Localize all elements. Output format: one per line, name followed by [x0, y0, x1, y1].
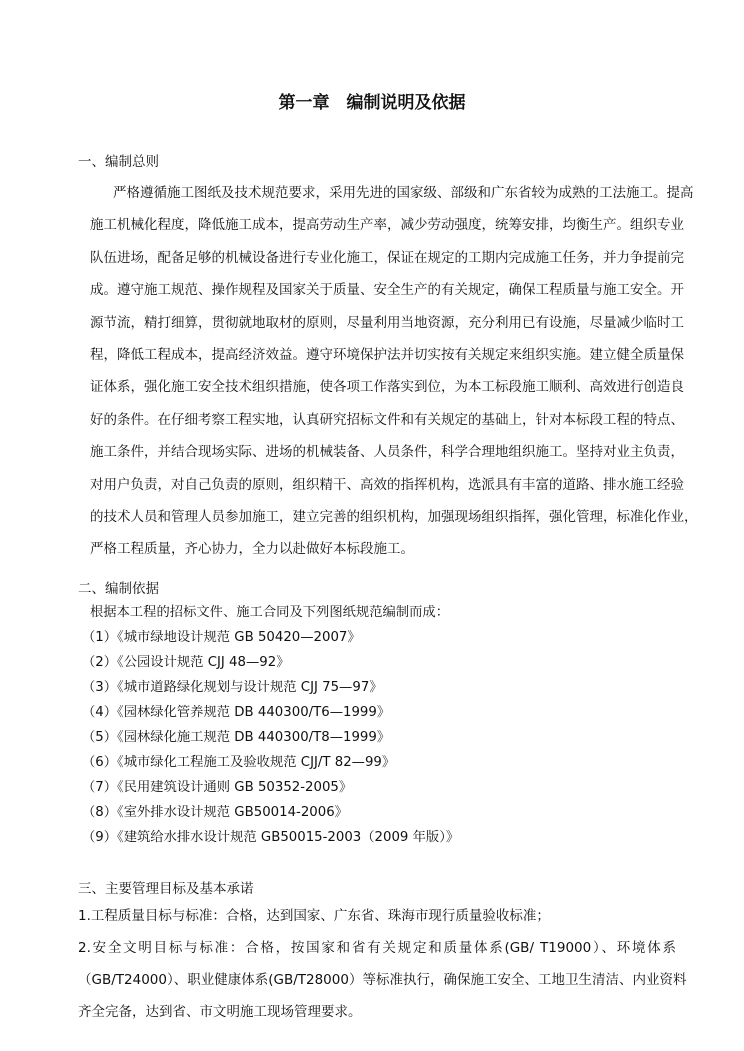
paragraph-line: 证体系，强化施工安全技术组织措施，使各项工作落实到位，为本工标段施工顺利、高效进行创造良: [90, 379, 684, 396]
goal-line: （GB/T24000）、职业健康体系(GB/T28000）等标准执行，确保施工安全、工地卫生清洁、内业资料: [78, 972, 687, 988]
reference-list-item: （4）《园林绿化管养规范 DB 440300/T6—1999》: [82, 705, 391, 720]
goal-line: 2.安全文明目标与标准：合格，按国家和省有关规定和质量体系(GB/ T19000）、环境体系: [78, 940, 676, 956]
paragraph-line: 队伍进场，配备足够的机械设备进行专业化施工，保证在规定的工期内完成施工任务，并力争提前完: [90, 249, 684, 266]
reference-list-item: （8）《室外排水设计规范 GB50014-2006》: [82, 805, 348, 820]
paragraph-line: 施工条件，并结合现场实际、进场的机械装备、人员条件，科学合理地组织施工。坚持对业主负责，: [90, 444, 684, 461]
reference-list-item: （7）《民用建筑设计通则 GB 50352-2005》: [82, 780, 353, 795]
paragraph-line: 源节流，精打细算，贯彻就地取材的原则，尽量利用当地资源，充分利用已有设施，尽量减少临时工: [90, 314, 684, 331]
goal-line: 齐全完备，达到省、市文明施工现场管理要求。: [78, 1004, 362, 1020]
paragraph-line: 施工机械化程度，降低施工成本，提高劳动生产率，减少劳动强度，统筹安排，均衡生产。组织专业: [90, 217, 684, 234]
paragraph-line: 严格遵循施工图纸及技术规范要求，采用先进的国家级、部级和广东省较为成熟的工法施工。提高: [113, 185, 694, 201]
section-heading-basis: 二、编制依据: [78, 581, 159, 597]
section-heading-general: 一、编制总则: [78, 154, 159, 170]
paragraph-line: 对用户负责，对自己负责的原则，组织精干、高效的指挥机构，选派具有丰富的道路、排水施工经验: [90, 476, 684, 493]
paragraph-line: 好的条件。在仔细考察工程实地，认真研究招标文件和有关规定的基础上，针对本标段工程的特点、: [90, 411, 684, 428]
section-heading-goals: 三、主要管理目标及基本承诺: [78, 881, 254, 897]
paragraph-line: 严格工程质量，齐心协力，全力以赴做好本标段施工。: [90, 541, 414, 558]
reference-list-item: （6）《城市绿化工程施工及验收规范 CJJ/T 82—99》: [82, 755, 396, 770]
reference-list-item: （5）《园林绿化施工规范 DB 440300/T8—1999》: [82, 730, 391, 745]
reference-list-item: （2）《公园设计规范 CJJ 48—92》: [82, 655, 290, 670]
reference-list-item: （9）《建筑给水排水设计规范 GB50015-2003（2009 年版）》: [82, 830, 460, 845]
reference-list-item: （1）《城市绿地设计规范 GB 50420—2007》: [82, 630, 361, 645]
goal-line: 1.工程质量目标与标准：合格，达到国家、广东省、珠海市现行质量验收标准；: [78, 908, 550, 924]
paragraph-line: 的技术人员和管理人员参加施工，建立完善的组织机构，加强现场组织指挥，强化管理，标准化作业，: [90, 509, 698, 525]
reference-list-item: （3）《城市道路绿化规划与设计规范 CJJ 75—97》: [82, 680, 383, 695]
page-title: 第一章 编制说明及依据: [278, 93, 466, 113]
paragraph-line: 成。遵守施工规范、操作规程及国家关于质量、安全生产的有关规定，确保工程质量与施工安全。开: [90, 282, 684, 299]
basis-intro: 根据本工程的招标文件、施工合同及下列图纸规范编制而成：: [90, 605, 450, 620]
paragraph-line: 程，降低工程成本，提高经济效益。遵守环境保护法并切实按有关规定来组织实施。建立健全质量保: [90, 347, 684, 363]
